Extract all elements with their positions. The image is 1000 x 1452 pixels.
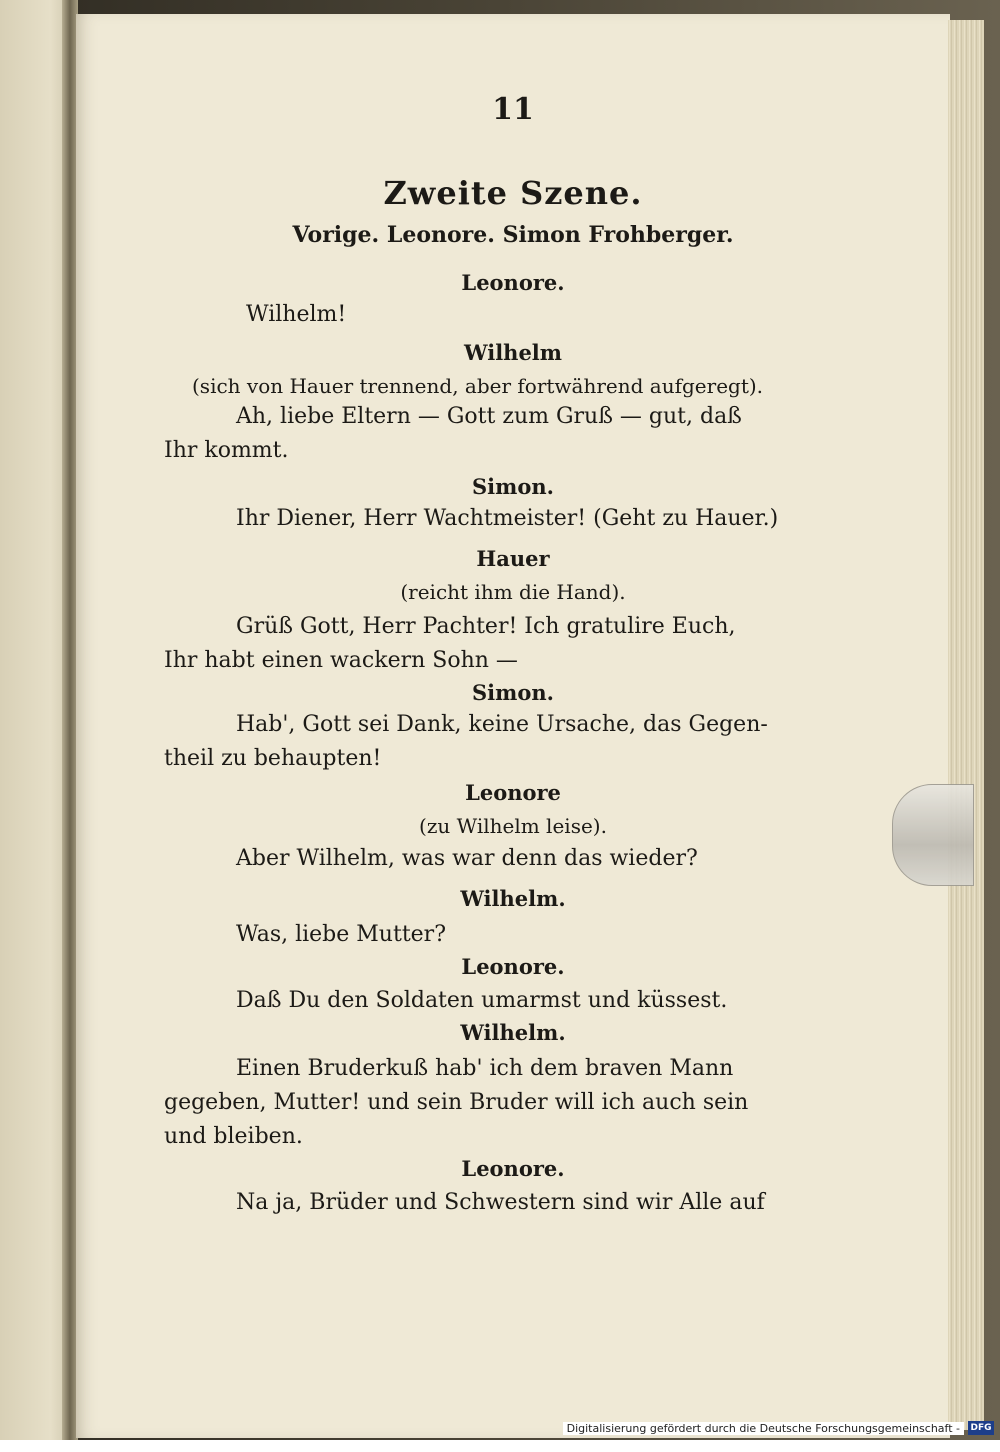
speaker-name: Leonore. [461, 1156, 565, 1181]
speaker-name: Hauer [476, 546, 550, 571]
speaker-name: Leonore [465, 780, 561, 805]
speaker-name: Simon. [472, 680, 554, 705]
speaker-name: Simon. [472, 474, 554, 499]
speaker-name: Leonore. [461, 270, 565, 295]
dialogue-line: Hab', Gott sei Dank, keine Ursache, das Gegen- [236, 712, 768, 737]
stage-direction: (zu Wilhelm leise). [419, 814, 607, 838]
dialogue-line: theil zu behaupten! [164, 746, 382, 771]
page-text [76, 0, 950, 1440]
speaker-name: Wilhelm. [460, 1020, 566, 1045]
page-stack-edge [948, 20, 984, 1430]
dialogue-line: Ihr Diener, Herr Wachtmeister! (Geht zu Hauer.) [236, 506, 779, 531]
stage-direction: (reicht ihm die Hand). [400, 580, 626, 604]
dialogue-line: gegeben, Mutter! und sein Bruder will ich auch sein [164, 1090, 749, 1115]
footer-strip [0, 1440, 1000, 1452]
dialogue-line: Ihr habt einen wackern Sohn — [164, 648, 518, 673]
digitization-credit: Digitalisierung gefördert durch die Deutsche Forschungsgemeinschaft - [563, 1422, 964, 1435]
dialogue-line: Daß Du den Soldaten umarmst und küssest. [236, 988, 728, 1013]
dialogue-line: Ihr kommt. [164, 438, 289, 463]
dfg-logo: DFG [968, 1421, 994, 1435]
dialogue-line: Ah, liebe Eltern — Gott zum Gruß — gut, daß [236, 404, 742, 429]
dialogue-line: Was, liebe Mutter? [236, 922, 446, 947]
speaker-name: Leonore. [461, 954, 565, 979]
cast-list: Vorige. Leonore. Simon Frohberger. [292, 222, 734, 248]
dialogue-line: Aber Wilhelm, was war denn das wieder? [236, 846, 698, 871]
dialogue-line: Einen Bruderkuß hab' ich dem braven Mann [236, 1056, 734, 1081]
scene-title: Zweite Szene. [383, 174, 643, 212]
stage-direction: (sich von Hauer trennend, aber fortwährend aufgeregt). [192, 374, 764, 398]
speaker-name: Wilhelm. [460, 886, 566, 911]
dialogue-line: Wilhelm! [246, 302, 347, 327]
dialogue-line: und bleiben. [164, 1124, 303, 1149]
page-number: 11 [492, 92, 534, 127]
dialogue-line: Grüß Gott, Herr Pachter! Ich gratulire Euch, [236, 614, 736, 639]
speaker-name: Wilhelm [464, 340, 562, 365]
dialogue-line: Na ja, Brüder und Schwestern sind wir Alle auf [236, 1190, 765, 1215]
